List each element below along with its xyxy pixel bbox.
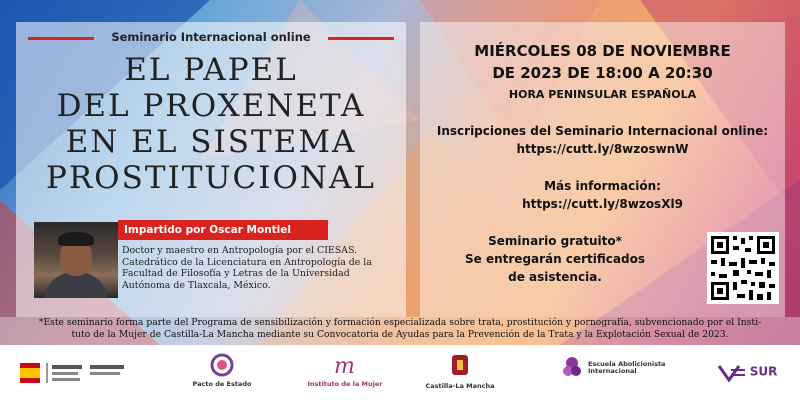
instituto-m-icon — [330, 353, 360, 377]
divider-right — [328, 37, 394, 40]
clm-logo — [420, 353, 500, 390]
speaker-label: Impartido por Oscar Montiel — [118, 220, 328, 240]
event-date: MIÉRCOLES 08 DE NOVIEMBRE — [474, 42, 731, 60]
info-label: Más información: — [544, 179, 661, 193]
event-title — [16, 52, 406, 196]
escuela-flower-icon — [560, 353, 584, 383]
free-label: Seminario gratuito* — [488, 234, 622, 248]
instituto-label: Instituto de la Mujer — [307, 380, 383, 388]
bio-line: Facultad de Filosofía y Letras de la Universidad — [122, 268, 350, 279]
escuela-label: Escuela Abolicionista — [588, 360, 666, 368]
registration-link[interactable]: https://cutt.ly/8wzoswnW — [516, 142, 689, 156]
details-panel — [420, 22, 785, 317]
certificate-label-2: de asistencia. — [508, 270, 602, 284]
footnote-line: *Este seminario forma parte del Programa de sensibilización y formación especializada sobre trata, prostitución y pornografía, subvencionado por el Insti- — [38, 317, 762, 328]
instituto-logo — [300, 353, 390, 388]
qr-code-icon[interactable] — [707, 232, 779, 304]
info-link[interactable]: https://cutt.ly/8wzosXl9 — [522, 197, 683, 211]
bio-line: Doctor y maestro en Antropología por el CIESAS. — [122, 245, 358, 256]
escuela-label-2: Internacional — [588, 367, 637, 375]
title-line: EN EL SISTEMA — [65, 124, 357, 160]
pacto-logo — [182, 353, 262, 388]
certificate-label: Se entregarán certificados — [465, 252, 645, 266]
bio-line: Catedrático de la Licenciatura en Antropología de la — [122, 256, 372, 268]
sponsor-logos — [0, 345, 800, 400]
speaker-bio — [122, 245, 392, 291]
title-line: EL PAPEL — [124, 52, 298, 88]
title-panel — [16, 22, 406, 317]
event-timezone: HORA PENINSULAR ESPAÑOLA — [508, 88, 697, 101]
clm-shield-icon — [449, 353, 471, 379]
sur-v-icon — [717, 362, 745, 382]
speaker-photo — [34, 222, 118, 298]
pacto-emblem-icon — [208, 353, 236, 377]
event-time: DE 2023 DE 18:00 A 20:30 — [492, 64, 713, 82]
footnote-line: tuto de la Mujer de Castilla-La Mancha mediante su Convocatoria de Ayudas para la Prevención de la Trata y la Explotación Sexual de 2023. — [71, 328, 729, 340]
sur-label: SUR — [749, 364, 778, 379]
registration-label: Inscripciones del Seminario Internacional online: — [436, 124, 769, 138]
title-line: DEL PROXENETA — [56, 88, 366, 124]
clm-label: Castilla-La Mancha — [425, 382, 495, 390]
svg-text:m: m — [334, 354, 355, 377]
title-line: PROSTITUCIONAL — [45, 160, 377, 196]
sur-logo — [712, 361, 782, 382]
escuela-logo — [560, 353, 680, 383]
government-logo — [20, 359, 130, 391]
seminar-label: Seminario Internacional online — [111, 30, 311, 44]
bio-line: Autónoma de Tlaxcala, México. — [122, 279, 271, 291]
footnote — [0, 317, 800, 345]
pacto-label: Pacto de Estado — [192, 380, 252, 388]
